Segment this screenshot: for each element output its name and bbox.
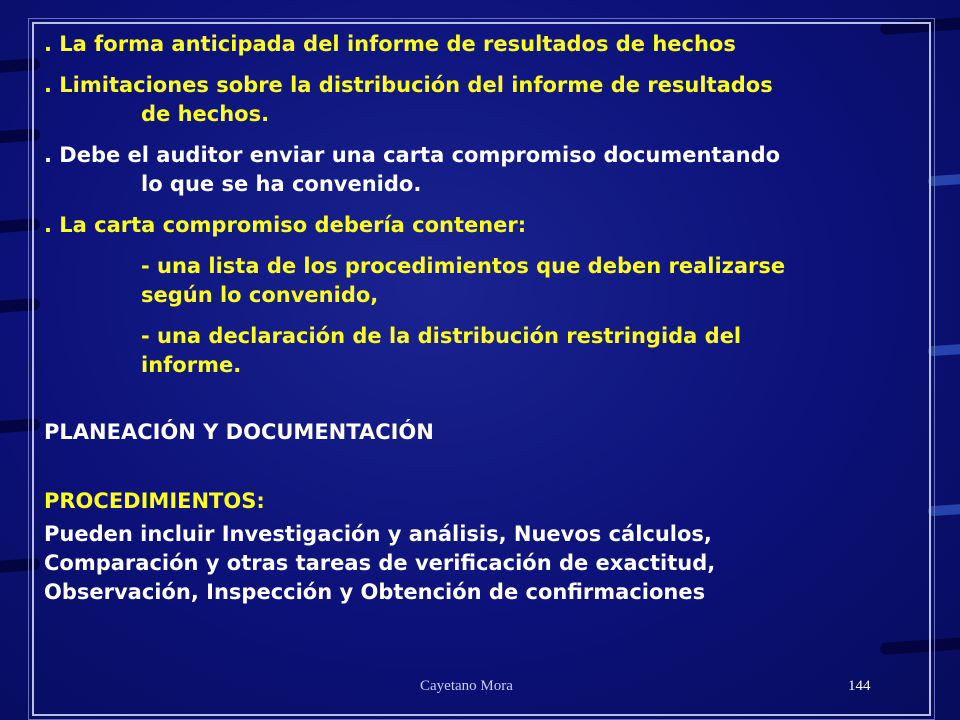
procedures-line-1: Pueden incluir Investigación y análisis, Nuevos cálculos,	[44, 522, 712, 546]
decor-streak	[928, 504, 960, 517]
decor-streak	[928, 174, 960, 187]
page-number: 144	[848, 678, 871, 694]
point-3-text: . Debe el auditor enviar una carta compromiso documentando	[44, 143, 781, 167]
subpoint-2	[44, 322, 904, 380]
point-3	[44, 141, 904, 199]
point-1-text: . La forma anticipada del informe de resultados de hechos	[44, 32, 736, 56]
slide-content	[44, 30, 904, 619]
subpoint-1	[44, 252, 904, 310]
heading-procedures-text: PROCEDIMIENTOS:	[44, 489, 265, 513]
point-4	[44, 211, 904, 240]
subpoint-1-continuation: según lo convenido,	[141, 283, 379, 307]
subpoint-1-text: - una lista de los procedimientos que deben realizarse	[141, 254, 786, 278]
procedures-line-2: Comparación y otras tareas de verificación de exactitud,	[44, 551, 716, 575]
point-2-text: . Limitaciones sobre la distribución del informe de resultados	[44, 73, 773, 97]
point-2	[44, 71, 904, 129]
procedures-body	[44, 520, 904, 607]
section-heading-procedures	[44, 487, 904, 516]
point-4-text: . La carta compromiso debería contener:	[44, 213, 527, 237]
point-1	[44, 30, 904, 59]
heading-planning-text: PLANEACIÓN Y DOCUMENTACIÓN	[44, 420, 434, 444]
section-heading-planning	[44, 418, 904, 447]
point-3-continuation: lo que se ha convenido.	[141, 172, 422, 196]
procedures-line-3: Observación, Inspección y Obtención de confirmaciones	[44, 580, 706, 604]
subpoint-2-text: - una declaración de la distribución restringida del	[141, 324, 742, 348]
decor-streak	[928, 344, 960, 357]
subpoint-2-continuation: informe.	[141, 353, 242, 377]
point-2-continuation: de hechos.	[141, 102, 270, 126]
footer-author: Cayetano Mora	[420, 678, 513, 694]
